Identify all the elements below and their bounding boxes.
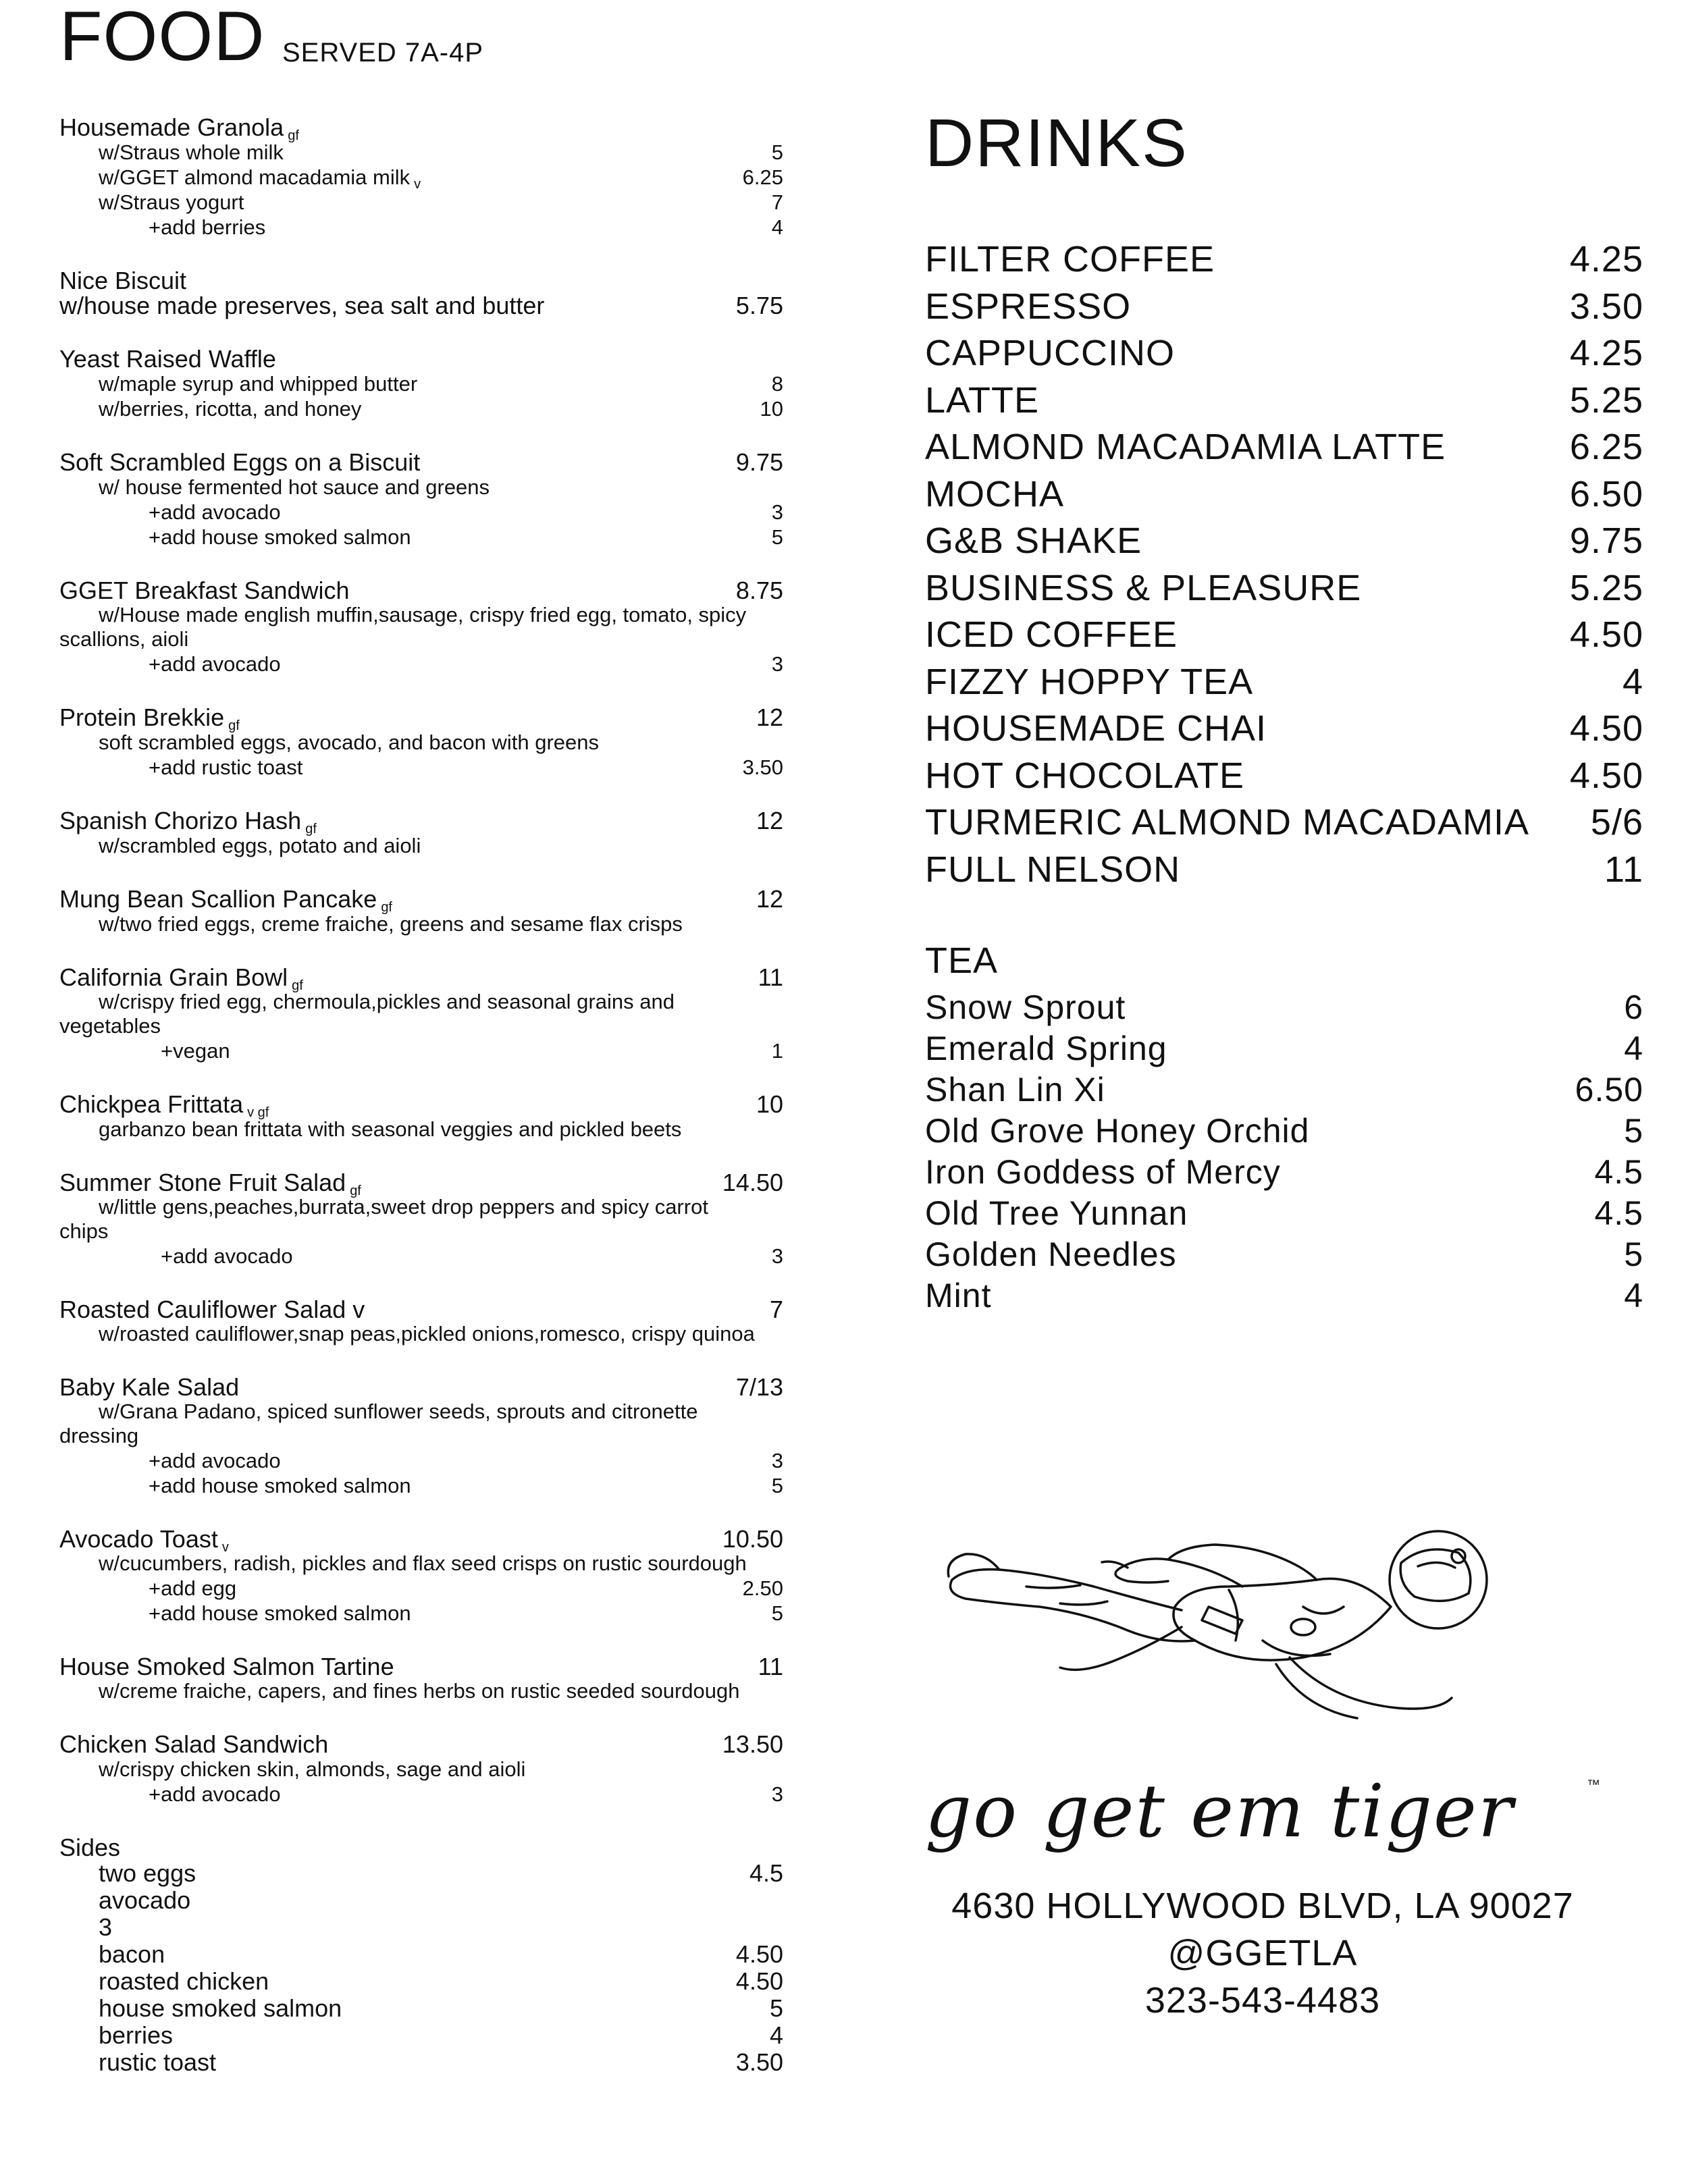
- option-price: 1: [771, 1039, 783, 1063]
- menu-item-title-row: [59, 346, 783, 371]
- drink-price: 11: [1604, 849, 1643, 890]
- add-on-row: [59, 755, 783, 780]
- menu-item-name: California Grain Bowl: [59, 963, 288, 991]
- astronaut-illustration-icon: [925, 1506, 1499, 1728]
- drink-name: ICED COFFEE: [925, 614, 1178, 655]
- side-row: [59, 2049, 783, 2076]
- add-on-row: [59, 525, 783, 550]
- option-price: 5: [771, 1601, 783, 1625]
- drink-name: ALMOND MACADAMIA LATTE: [925, 427, 1446, 467]
- drink-price: 4: [1622, 661, 1643, 702]
- tea-name: Emerald Spring: [925, 1030, 1167, 1067]
- tea-price: 4: [1624, 1030, 1643, 1067]
- drink-name: HOUSEMADE CHAI: [925, 708, 1267, 749]
- menu-item-name: GGET Breakfast Sandwich: [59, 577, 350, 604]
- drink-price: 4.50: [1569, 708, 1643, 749]
- drink-row: [925, 612, 1643, 659]
- tea-list: [925, 987, 1643, 1316]
- option-price: 8: [771, 372, 783, 396]
- option-text: w/Straus yogurt: [99, 190, 244, 214]
- go-get-em-tiger-logo: [925, 1769, 1607, 1857]
- menu-item-price: 12: [756, 703, 783, 731]
- menu-item-title-row: [59, 1169, 783, 1198]
- menu-item: [59, 1654, 783, 1703]
- tea-row: [925, 1069, 1643, 1111]
- tea-row: [925, 1193, 1643, 1234]
- drink-name: CAPPUCCINO: [925, 333, 1176, 373]
- food-header: [59, 0, 783, 115]
- menu-item: [59, 1092, 783, 1142]
- menu-item-price: 7: [769, 1296, 783, 1323]
- tea-title: TEA: [925, 940, 999, 981]
- tea-price: 5: [1624, 1112, 1643, 1150]
- menu-item-price: 12: [756, 807, 783, 834]
- option-price: 5: [771, 1474, 783, 1497]
- menu-item: [59, 705, 783, 780]
- option-row: [59, 730, 783, 755]
- menu-item-name: Soft Scrambled Eggs on a Biscuit: [59, 448, 421, 476]
- address-text: 4630 HOLLYWOOD BLVD, LA 90027: [951, 1886, 1574, 1926]
- menu-item: [59, 1170, 783, 1269]
- option-row: [59, 911, 783, 936]
- side-row: [59, 1968, 783, 1995]
- menu-item: [59, 1297, 783, 1346]
- food-column: [59, 0, 783, 2076]
- drink-price: 4.50: [1569, 614, 1643, 655]
- food-item-list: [59, 115, 783, 1807]
- drink-name: BUSINESS & PLEASURE: [925, 567, 1362, 608]
- option-text: w/maple syrup and whipped butter: [99, 372, 418, 396]
- food-title: FOOD: [59, 0, 265, 76]
- menu-item: [59, 578, 783, 676]
- menu-item: [59, 346, 783, 421]
- tea-row: [925, 1275, 1643, 1316]
- option-text: +add avocado: [149, 652, 281, 676]
- tea-row: [925, 987, 1643, 1028]
- tea-row: [925, 1111, 1643, 1152]
- menu-item-price: 11: [758, 963, 783, 991]
- drink-price: 5.25: [1569, 567, 1643, 608]
- add-on-row: [59, 1038, 783, 1063]
- menu-item-title-row: [59, 1297, 783, 1322]
- menu-item-description: w/cucumbers, radish, pickles and flax seed crisps on rustic sourdough: [99, 1551, 747, 1575]
- menu-item-title-row: [59, 1090, 783, 1120]
- drink-price: 6.25: [1569, 427, 1643, 467]
- option-text: +add house smoked salmon: [149, 525, 411, 549]
- menu-item: [59, 1732, 783, 1807]
- menu-item-description: w/creme fraiche, capers, and fines herbs on rustic seeded sourdough: [99, 1679, 740, 1703]
- tea-price: 4: [1624, 1277, 1643, 1314]
- drink-row: [925, 236, 1643, 284]
- menu-item: [59, 450, 783, 550]
- option-row: [59, 1117, 783, 1142]
- side-row: [59, 1914, 783, 1941]
- side-price: 4: [769, 2021, 783, 2049]
- drink-price: 6.50: [1569, 473, 1643, 514]
- drink-price: 4.25: [1569, 333, 1643, 373]
- menu-item-title-row: [59, 885, 783, 915]
- drink-name: HOT CHOCOLATE: [925, 755, 1245, 796]
- menu-item-price: 11: [758, 1653, 783, 1680]
- menu-item-name: Mung Bean Scallion Pancake: [59, 885, 377, 913]
- side-name: roasted chicken: [99, 1967, 269, 1995]
- menu-item-name: Housemade Granola: [59, 113, 284, 141]
- option-text: w/GGET almond macadamia milk: [99, 165, 411, 189]
- side-name: two eggs: [99, 1859, 196, 1887]
- menu-item-title-row: [59, 963, 783, 993]
- menu-item: [59, 115, 783, 240]
- option-price: 3: [771, 1449, 783, 1472]
- drink-price: 9.75: [1569, 521, 1643, 561]
- option-text: +add berries: [149, 215, 266, 239]
- menu-item-name: Baby Kale Salad: [59, 1373, 240, 1401]
- add-on-row: [59, 1473, 783, 1498]
- drink-row: [925, 753, 1643, 800]
- option-price: 10: [760, 397, 783, 421]
- tea-name: Old Grove Honey Orchid: [925, 1112, 1310, 1150]
- option-price: 5: [771, 525, 783, 549]
- tea-price: 6.50: [1575, 1071, 1643, 1109]
- dietary-tag: gf: [228, 718, 240, 733]
- drink-row: [925, 424, 1643, 471]
- option-price: 2.50: [742, 1576, 783, 1600]
- option-row: [59, 833, 783, 858]
- drink-name: TURMERIC ALMOND MACADAMIA: [925, 802, 1530, 843]
- menu-item-description: w/House made english muffin,sausage, crispy fried egg, tomato, spicy scallions, aioli: [59, 603, 747, 651]
- add-on-row: [59, 1448, 783, 1473]
- option-text: w/house made preserves, sea salt and butter: [59, 292, 545, 319]
- menu-item: [59, 268, 783, 318]
- side-row: [59, 1941, 783, 1968]
- add-on-row: [59, 500, 783, 525]
- option-price: 3.50: [742, 755, 783, 779]
- tea-name: Golden Needles: [925, 1235, 1177, 1273]
- option-price: 3: [771, 1782, 783, 1806]
- tea-name: Iron Goddess of Mercy: [925, 1153, 1281, 1191]
- add-on-row: [59, 651, 783, 676]
- side-name: house smoked salmon: [99, 1994, 342, 2022]
- drink-row: [925, 284, 1643, 331]
- side-price: 4.5: [749, 1859, 783, 1887]
- menu-item-name: Spanish Chorizo Hash: [59, 807, 302, 834]
- add-on-row: [59, 1244, 783, 1269]
- menu-item: [59, 808, 783, 858]
- drink-price: 5.25: [1569, 379, 1643, 421]
- option-text: w/berries, ricotta, and honey: [99, 397, 362, 421]
- menu-item-description: w/roasted cauliflower,snap peas,pickled onions,romesco, crispy quinoa: [99, 1322, 755, 1346]
- drinks-title: DRINKS: [925, 105, 1188, 181]
- add-on-row: [59, 215, 783, 240]
- option-row: [59, 1757, 783, 1782]
- social-handle: @GGETLA: [1167, 1933, 1358, 1973]
- dietary-tag: gf: [292, 978, 303, 993]
- option-row: [59, 396, 783, 421]
- drink-price: 5/6: [1590, 802, 1643, 843]
- option-text: w/crispy chicken skin, almonds, sage and aioli: [99, 1757, 526, 1781]
- menu-item-description: w/little gens,peaches,burrata,sweet drop peppers and spicy carrot chips: [59, 1195, 708, 1243]
- dietary-tag: v: [221, 1540, 229, 1555]
- add-on-row: [59, 1782, 783, 1807]
- option-text: w/two fried eggs, creme fraiche, greens and sesame flax crisps: [99, 912, 683, 936]
- side-price: 5: [769, 1994, 783, 2022]
- side-name: bacon: [99, 1940, 165, 1968]
- dietary-tag: v: [414, 177, 421, 192]
- side-price: 4.50: [735, 1940, 783, 1968]
- menu-item: [59, 1526, 783, 1626]
- dietary-tag: gf: [305, 822, 317, 836]
- menu-item-price: 12: [756, 885, 783, 913]
- option-text: +add rustic toast: [149, 755, 303, 779]
- option-price: 5: [771, 140, 783, 164]
- option-text: w/ house fermented hot sauce and greens: [99, 475, 490, 499]
- menu-item-title-row: [59, 450, 783, 475]
- option-text: soft scrambled eggs, avocado, and bacon with greens: [99, 730, 600, 754]
- drink-row: [925, 847, 1643, 894]
- menu-item-price: 14.50: [722, 1169, 783, 1196]
- option-row: [59, 140, 783, 165]
- menu-item-title-row: [59, 578, 783, 603]
- side-row: [59, 1887, 783, 1914]
- tea-price: 5: [1624, 1235, 1643, 1273]
- side-name: avocado: [99, 1886, 191, 1914]
- drink-name: LATTE: [925, 379, 1040, 421]
- menu-item-name: House Smoked Salmon Tartine: [59, 1653, 394, 1680]
- menu-item-price: 10: [756, 1090, 783, 1118]
- svg-text:™: ™: [1587, 1778, 1600, 1792]
- drink-row: [925, 518, 1643, 565]
- side-name: rustic toast: [99, 2048, 217, 2076]
- option-price: 5.75: [735, 292, 783, 319]
- dietary-tag: gf: [350, 1183, 361, 1198]
- option-text: +add house smoked salmon: [149, 1474, 411, 1497]
- option-row: [59, 371, 783, 396]
- option-text: w/scrambled eggs, potato and aioli: [99, 834, 421, 857]
- dietary-tag: gf: [288, 128, 299, 143]
- sides-list: [59, 1860, 783, 2076]
- menu-item-name: Avocado Toast: [59, 1525, 218, 1553]
- option-price: 6.25: [742, 165, 783, 189]
- option-price: 3: [771, 1244, 783, 1268]
- menu-item-description: w/crispy fried egg, chermoula,pickles and seasonal grains and vegetables: [59, 990, 675, 1038]
- menu-item-name: Chicken Salad Sandwich: [59, 1730, 329, 1758]
- menu-item-name: Nice Biscuit: [59, 267, 187, 294]
- menu-item-price: 7/13: [735, 1373, 783, 1401]
- tea-price: 6: [1624, 988, 1643, 1026]
- side-row: [59, 1860, 783, 1887]
- option-text: +add house smoked salmon: [149, 1601, 411, 1625]
- drink-row: [925, 799, 1643, 847]
- menu-item: [59, 965, 783, 1063]
- menu-item: [59, 886, 783, 936]
- drink-price: 3.50: [1569, 286, 1643, 327]
- menu-item-name: Roasted Cauliflower Salad v: [59, 1296, 365, 1323]
- menu-item-name: Summer Stone Fruit Salad: [59, 1169, 346, 1196]
- option-text: garbanzo bean frittata with seasonal veggies and pickled beets: [99, 1117, 682, 1141]
- tea-row: [925, 1234, 1643, 1275]
- drink-name: FILTER COFFEE: [925, 239, 1215, 279]
- option-price: 4: [771, 215, 783, 239]
- side-price: 3.50: [735, 2048, 783, 2076]
- menu-item-price: 9.75: [735, 448, 783, 476]
- drink-name: ESPRESSO: [925, 286, 1132, 327]
- drink-price: 4.25: [1569, 239, 1643, 279]
- tea-price: 4.5: [1594, 1153, 1643, 1191]
- drink-list: [925, 236, 1643, 893]
- side-row: [59, 2022, 783, 2049]
- option-text: +add avocado: [161, 1244, 293, 1268]
- sides-section: [59, 1835, 783, 2076]
- drink-row: [925, 471, 1643, 518]
- add-on-row: [59, 1576, 783, 1601]
- tea-row: [925, 1028, 1643, 1069]
- tea-price: 4.5: [1594, 1194, 1643, 1232]
- option-text: +add avocado: [149, 1449, 281, 1472]
- phone-number: 323-543-4483: [1144, 1980, 1381, 2021]
- menu-item-title-row: [59, 1654, 783, 1679]
- menu-item-price: 8.75: [735, 577, 783, 604]
- option-row: [59, 165, 783, 190]
- menu-item-price: 13.50: [722, 1730, 783, 1758]
- option-row: [59, 293, 783, 318]
- menu-item-title-row: [59, 703, 783, 733]
- dietary-tag: gf: [381, 900, 392, 915]
- drink-row: [925, 565, 1643, 612]
- option-price: 3: [771, 652, 783, 676]
- option-price: 3: [771, 500, 783, 524]
- menu-item-name: Yeast Raised Waffle: [59, 345, 276, 373]
- drink-row: [925, 377, 1643, 425]
- drink-name: G&B SHAKE: [925, 521, 1142, 561]
- menu-item-title-row: [59, 113, 783, 143]
- tea-row: [925, 1152, 1643, 1193]
- drink-row: [925, 705, 1643, 753]
- option-price: 7: [771, 190, 783, 214]
- option-text: +add avocado: [149, 500, 281, 524]
- side-row: [59, 1995, 783, 2022]
- menu-item-title-row: [59, 1525, 783, 1555]
- menu-item-title-row: [59, 268, 783, 293]
- dietary-tag: v gf: [247, 1105, 269, 1120]
- drink-row: [925, 330, 1643, 377]
- tea-name: Snow Sprout: [925, 988, 1126, 1026]
- add-on-row: [59, 1601, 783, 1626]
- drink-name: FIZZY HOPPY TEA: [925, 661, 1254, 702]
- option-text: +add avocado: [149, 1782, 281, 1806]
- option-text: +vegan: [161, 1039, 230, 1063]
- menu-item-title-row: [59, 807, 783, 836]
- menu-item-title-row: [59, 1732, 783, 1757]
- food-served-hours: SERVED 7A-4P: [282, 38, 484, 68]
- menu-item-description: w/Grana Padano, spiced sunflower seeds, sprouts and citronette dressing: [59, 1400, 698, 1447]
- menu-item-price: 10.50: [722, 1525, 783, 1553]
- drink-name: MOCHA: [925, 473, 1064, 514]
- option-row: [59, 475, 783, 500]
- menu-item-name: Protein Brekkie: [59, 703, 225, 731]
- drink-price: 4.50: [1569, 755, 1643, 796]
- option-text: w/Straus whole milk: [99, 140, 284, 164]
- menu-item-title-row: [59, 1375, 783, 1400]
- option-row: [59, 190, 783, 215]
- tea-name: Shan Lin Xi: [925, 1071, 1105, 1109]
- tea-name: Old Tree Yunnan: [925, 1194, 1188, 1232]
- drink-name: FULL NELSON: [925, 849, 1181, 890]
- side-name: berries: [99, 2021, 174, 2049]
- side-name: 3: [99, 1913, 113, 1941]
- side-price: 4.50: [735, 1967, 783, 1995]
- sides-title: Sides: [59, 1834, 121, 1861]
- menu-item-name: Chickpea Frittata: [59, 1090, 244, 1118]
- svg-text:go get em tiger: go get em tiger: [925, 1769, 1514, 1854]
- option-text: +add egg: [149, 1576, 237, 1600]
- tea-name: Mint: [925, 1277, 992, 1314]
- drink-row: [925, 659, 1643, 706]
- menu-item: [59, 1375, 783, 1498]
